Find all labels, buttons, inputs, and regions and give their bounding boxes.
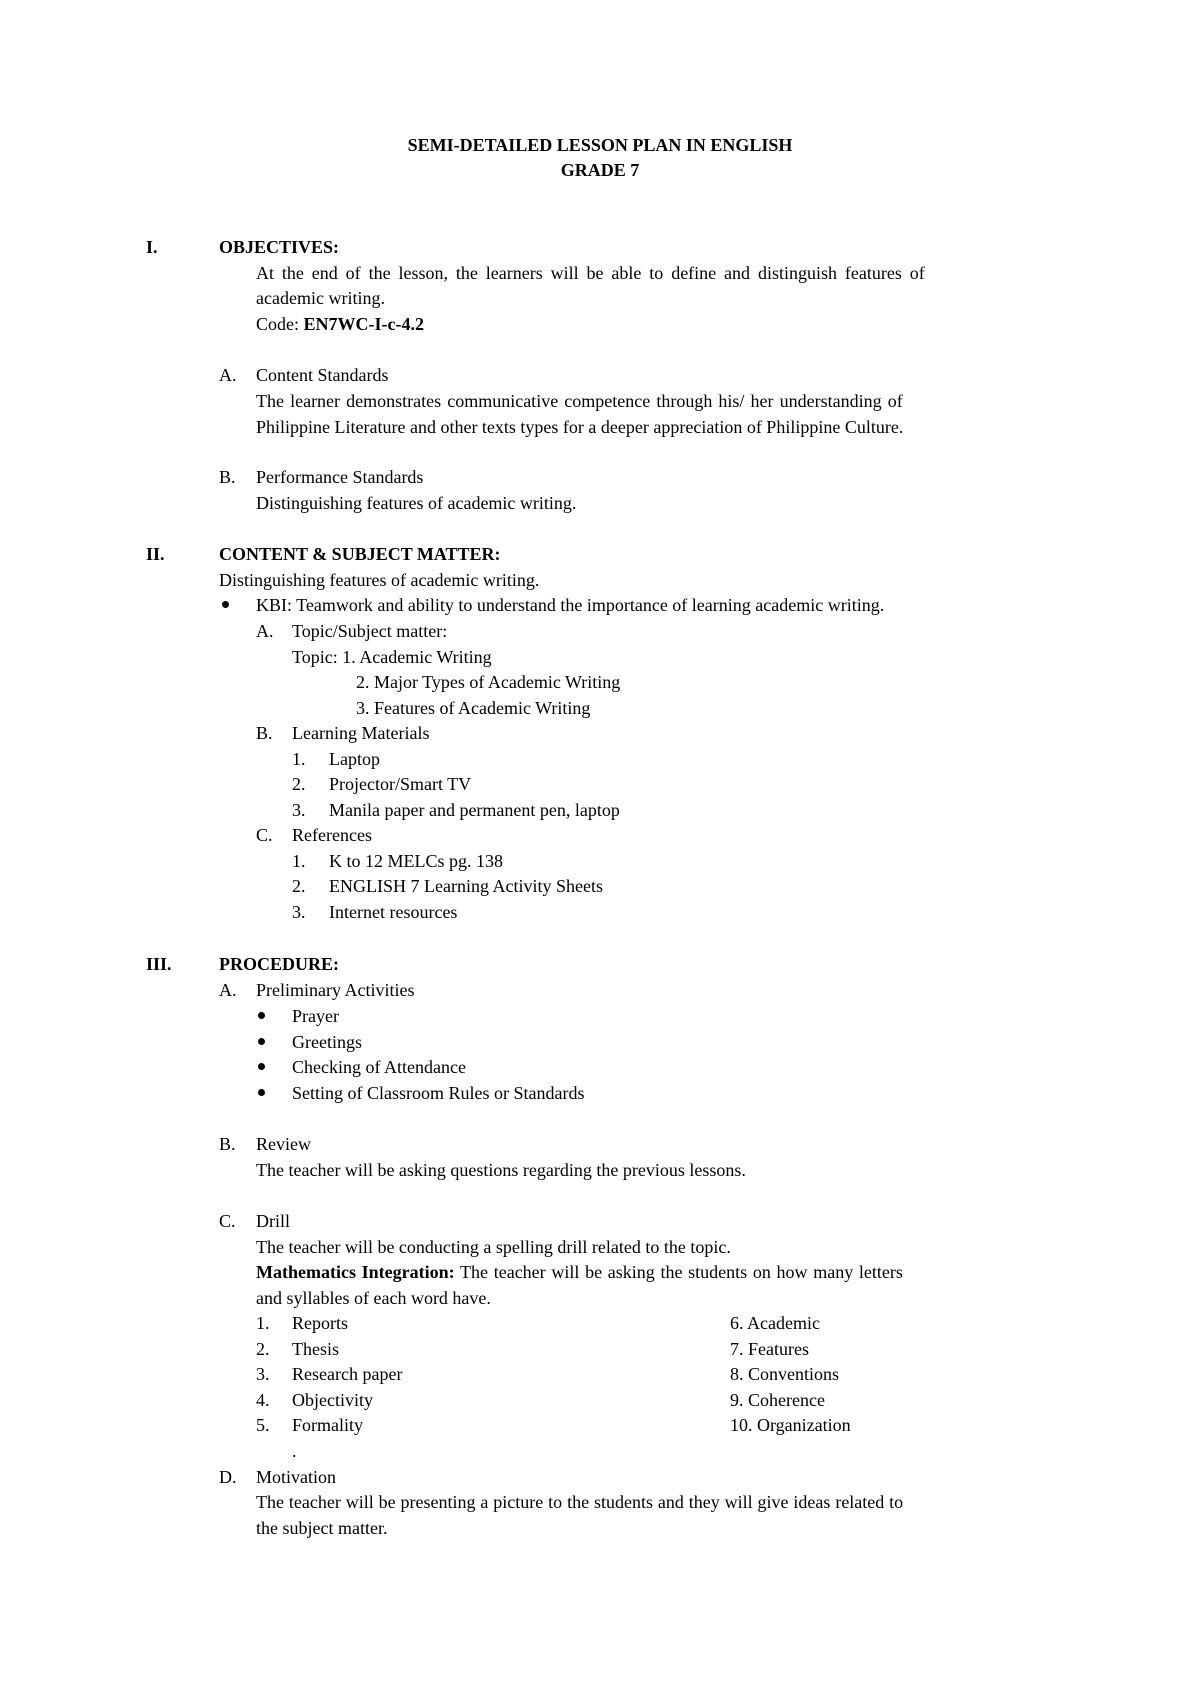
- list-item: Setting of Classroom Rules or Standards: [292, 1083, 585, 1103]
- preliminary-letter: A.: [219, 980, 237, 1000]
- topic-title: Topic/Subject matter:: [292, 621, 448, 641]
- motivation-line1: The teacher will be presenting a picture to the students and they will give ideas related to: [256, 1492, 904, 1512]
- section-numeral-3: III.: [146, 954, 172, 974]
- content-heading: CONTENT & SUBJECT MATTER:: [219, 544, 501, 564]
- document-title: SEMI-DETAILED LESSON PLAN IN ENGLISH: [407, 135, 793, 155]
- list-item-number: 2.: [292, 774, 306, 794]
- content-standards-title: Content Standards: [256, 365, 389, 385]
- materials-letter: B.: [256, 723, 273, 743]
- topic-line1: Topic: 1. Academic Writing: [292, 647, 492, 667]
- performance-standards-letter: B.: [219, 467, 236, 487]
- section-numeral-1: I.: [146, 237, 158, 257]
- content-standards-letter: A.: [219, 365, 237, 385]
- drill-item: 8. Conventions: [730, 1364, 840, 1384]
- review-text: The teacher will be asking questions regarding the previous lessons.: [256, 1160, 746, 1180]
- drill-text: The teacher will be conducting a spelling drill related to the topic.: [256, 1237, 731, 1257]
- math-integration-line: [256, 1263, 903, 1281]
- list-item-number: 3.: [292, 800, 306, 820]
- references-title: References: [292, 825, 372, 845]
- objectives-text-line2: academic writing.: [256, 288, 385, 308]
- drill-item: Objectivity: [292, 1390, 373, 1410]
- procedure-heading: PROCEDURE:: [219, 954, 339, 974]
- drill-title: Drill: [256, 1211, 290, 1231]
- drill-item: Thesis: [292, 1339, 339, 1359]
- drill-item: 7. Features: [730, 1339, 809, 1359]
- bullet-icon: [258, 1089, 265, 1096]
- drill-item-number: 1.: [256, 1313, 270, 1333]
- grade-title: GRADE 7: [560, 160, 640, 180]
- drill-item: Research paper: [292, 1364, 403, 1384]
- list-item: Laptop: [329, 749, 380, 769]
- materials-title: Learning Materials: [292, 723, 430, 743]
- list-item: K to 12 MELCs pg. 138: [329, 851, 504, 871]
- list-item-number: 3.: [292, 902, 306, 922]
- bullet-icon: [258, 1012, 265, 1019]
- code-value: EN7WC-I-c-4.2: [303, 314, 424, 334]
- drill-letter: C.: [219, 1211, 236, 1231]
- list-item: Manila paper and permanent pen, laptop: [329, 800, 620, 820]
- list-item: Projector/Smart TV: [329, 774, 472, 794]
- list-item: Internet resources: [329, 902, 458, 922]
- drill-item: 6. Academic: [730, 1313, 820, 1333]
- stray-dot: .: [292, 1441, 297, 1461]
- kbi-text: KBI: Teamwork and ability to understand the importance of learning academic writing.: [256, 595, 885, 615]
- bullet-icon: [258, 1038, 265, 1045]
- performance-standards-line1: Distinguishing features of academic writing.: [256, 493, 577, 513]
- references-letter: C.: [256, 825, 273, 845]
- list-item: Checking of Attendance: [292, 1057, 466, 1077]
- review-title: Review: [256, 1134, 311, 1154]
- drill-item: 10. Organization: [730, 1415, 851, 1435]
- performance-standards-title: Performance Standards: [256, 467, 424, 487]
- list-item-number: 1.: [292, 749, 306, 769]
- objectives-heading: OBJECTIVES:: [219, 237, 340, 257]
- list-item-number: 1.: [292, 851, 306, 871]
- math-integration-text: The teacher will be asking the students on how many letters: [460, 1262, 903, 1282]
- list-item: ENGLISH 7 Learning Activity Sheets: [329, 876, 603, 896]
- content-standards-line2: Philippine Literature and other texts types for a deeper appreciation of Philippine Culture.: [256, 417, 904, 437]
- drill-item-number: 4.: [256, 1390, 270, 1410]
- topic-line2: 2. Major Types of Academic Writing: [356, 672, 621, 692]
- drill-item-number: 5.: [256, 1415, 270, 1435]
- content-standards-line1: The learner demonstrates communicative competence through his/ her understanding of: [256, 391, 903, 411]
- bullet-icon: [258, 1063, 265, 1070]
- code-line: [256, 315, 424, 333]
- code-label: Code:: [256, 314, 299, 334]
- topic-letter: A.: [256, 621, 274, 641]
- drill-item-number: 3.: [256, 1364, 270, 1384]
- math-integration-label: Mathematics Integration:: [256, 1262, 455, 1282]
- list-item-number: 2.: [292, 876, 306, 896]
- content-intro: Distinguishing features of academic writing.: [219, 570, 540, 590]
- motivation-line2: the subject matter.: [256, 1518, 388, 1538]
- motivation-letter: D.: [219, 1467, 237, 1487]
- section-numeral-2: II.: [146, 544, 165, 564]
- preliminary-title: Preliminary Activities: [256, 980, 415, 1000]
- list-item: Prayer: [292, 1006, 339, 1026]
- list-item: Greetings: [292, 1032, 362, 1052]
- topic-line3: 3. Features of Academic Writing: [356, 698, 591, 718]
- drill-item: Reports: [292, 1313, 348, 1333]
- bullet-icon: [222, 601, 229, 608]
- objectives-text-line1: At the end of the lesson, the learners will be able to define and distinguish features of: [256, 263, 925, 283]
- math-integration-line2: and syllables of each word have.: [256, 1288, 491, 1308]
- review-letter: B.: [219, 1134, 236, 1154]
- motivation-title: Motivation: [256, 1467, 336, 1487]
- drill-item: Formality: [292, 1415, 363, 1435]
- drill-item-number: 2.: [256, 1339, 270, 1359]
- drill-item: 9. Coherence: [730, 1390, 825, 1410]
